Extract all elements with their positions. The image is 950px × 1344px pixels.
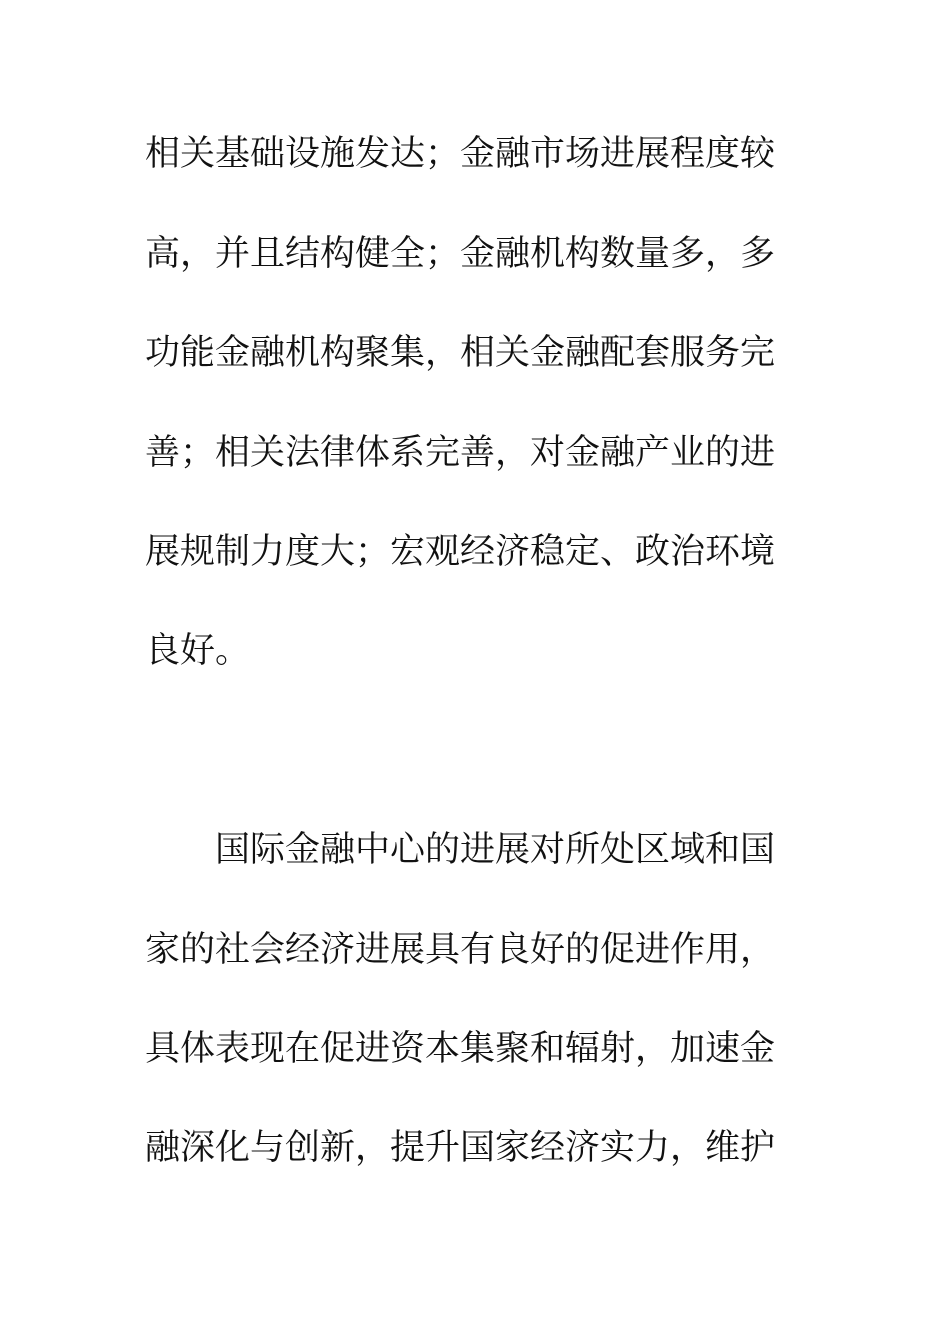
paragraph-line: 高，并且结构健全；金融机构数量多，多	[145, 234, 776, 274]
paragraph-line: 相关基础设施发达；金融市场进展程度较	[145, 134, 776, 174]
paragraph-line: 融深化与创新，提升国家经济实力，维护	[145, 1128, 776, 1168]
paragraph-line: 功能金融机构聚集，相关金融配套服务完	[145, 333, 776, 373]
paragraph-line: 具体表现在促进资本集聚和辐射，加速金	[145, 1029, 776, 1069]
paragraph-line: 善；相关法律体系完善，对金融产业的进	[145, 433, 776, 473]
paragraph-line: 良好。	[145, 631, 251, 671]
paragraph-line: 家的社会经济进展具有良好的促进作用，	[145, 930, 776, 970]
paragraph-line: 国际金融中心的进展对所处区域和国	[215, 830, 776, 870]
paragraph-line: 展规制力度大；宏观经济稳定、政治环境	[145, 532, 776, 572]
